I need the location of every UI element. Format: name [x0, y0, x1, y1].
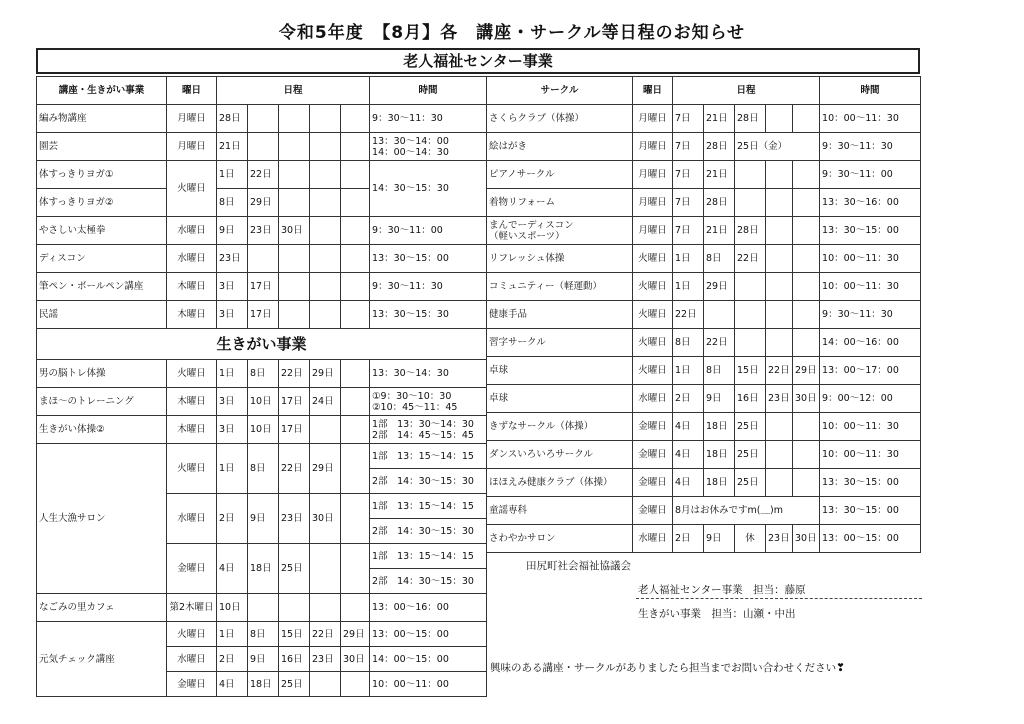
course-name: 体すっきりヨガ②: [37, 189, 167, 217]
circle-name: 着物リフォーム: [487, 189, 633, 217]
time-cell: [370, 388, 487, 416]
page-title: 令和5年度 【8月】各 講座・サークル等日程のお知らせ: [278, 23, 746, 43]
table-row: [37, 360, 487, 388]
date-cell: 2日: [217, 647, 248, 672]
circle-name: [487, 217, 633, 245]
time-cell: 14：30〜15：30: [370, 161, 487, 217]
name-line: まんでーディスコン: [489, 219, 574, 231]
course-name: 民謡: [37, 301, 167, 329]
date-cell: 22日: [673, 301, 704, 329]
course-name: 筆ペン・ボールペン講座: [37, 273, 167, 301]
day-cell: 金曜日: [167, 672, 217, 697]
time-cell: 13：30〜15：00: [820, 497, 921, 525]
date-cell: 1日: [217, 161, 248, 189]
date-cell: 28日: [704, 133, 735, 161]
date-cell: 9日: [248, 647, 279, 672]
header-time: 時間: [820, 77, 921, 105]
day-cell: 火曜日: [167, 444, 217, 494]
table-row: [487, 105, 921, 133]
table-row: [487, 329, 921, 357]
date-cell: 29日: [704, 273, 735, 301]
date-cell: 18日: [704, 469, 735, 497]
table-row: [487, 413, 921, 441]
course-name: 元気チェック講座: [37, 622, 167, 697]
time-cell: 1部 13：15〜14：15: [370, 444, 487, 469]
date-cell: 23日: [217, 245, 248, 273]
date-cell: 9日: [248, 494, 279, 544]
day-cell: 水曜日: [167, 217, 217, 245]
time-cell: 9：30〜11：00: [370, 217, 487, 245]
date-cell: 15日: [735, 357, 766, 385]
time-cell: [370, 133, 487, 161]
date-cell: 23日: [248, 217, 279, 245]
date-cell: 8日: [673, 329, 704, 357]
table-row: [487, 273, 921, 301]
date-cell: 7日: [673, 161, 704, 189]
day-cell: 火曜日: [633, 273, 673, 301]
date-cell: 22日: [248, 161, 279, 189]
circle-name: さわやかサロン: [487, 525, 633, 553]
table-row: [37, 388, 487, 416]
date-cell: 28日: [735, 105, 766, 133]
date-cell: 22日: [279, 360, 310, 388]
date-cell: 17日: [279, 416, 310, 444]
table-row: [37, 133, 487, 161]
date-cell: 8日: [704, 245, 735, 273]
day-cell: 火曜日: [633, 329, 673, 357]
day-cell: 金曜日: [633, 413, 673, 441]
day-cell: 木曜日: [167, 273, 217, 301]
date-cell: 1日: [673, 245, 704, 273]
day-cell: 水曜日: [167, 647, 217, 672]
date-cell: 7日: [673, 133, 704, 161]
day-cell: 金曜日: [633, 469, 673, 497]
time-cell: 10：00〜11：00: [370, 672, 487, 697]
date-cell: 3日: [217, 301, 248, 329]
date-cell: 2日: [673, 525, 704, 553]
divider: [636, 598, 922, 599]
table-row: [487, 385, 921, 413]
date-cell: 4日: [217, 544, 248, 594]
date-cell: 4日: [673, 441, 704, 469]
course-name: なごみの里カフェ: [37, 594, 167, 622]
table-row: [37, 273, 487, 301]
date-cell: 8日: [217, 189, 248, 217]
date-cell: 25日: [735, 469, 766, 497]
date-cell: 28日: [704, 189, 735, 217]
header-day: 曜日: [167, 77, 217, 105]
day-cell: 火曜日: [167, 360, 217, 388]
date-cell: 17日: [248, 273, 279, 301]
circle-name: ピアノサークル: [487, 161, 633, 189]
date-cell: 28日: [735, 217, 766, 245]
time-cell: 13：00〜17：00: [820, 357, 921, 385]
date-cell: 28日: [217, 105, 248, 133]
table-header: [487, 77, 921, 105]
time-line: 1部 13：30〜14：30: [372, 418, 474, 430]
date-cell: 29日: [793, 357, 820, 385]
day-cell: 火曜日: [167, 161, 217, 217]
date-cell: 8日: [704, 357, 735, 385]
date-cell: 23日: [279, 494, 310, 544]
time-cell: 9：30〜11：30: [370, 273, 487, 301]
date-cell: 1日: [673, 357, 704, 385]
circle-name: ダンスいろいろサークル: [487, 441, 633, 469]
time-cell: 10：00〜11：30: [820, 105, 921, 133]
date-cell: 2日: [673, 385, 704, 413]
date-cell: 23日: [766, 525, 793, 553]
time-line: ②10：45〜11：45: [372, 401, 458, 413]
table-row: [487, 133, 921, 161]
table-row: [37, 245, 487, 273]
table-row: [487, 497, 921, 525]
date-cell: 9日: [704, 385, 735, 413]
date-cell: 25日: [279, 544, 310, 594]
date-cell: 30日: [310, 494, 341, 544]
day-cell: 火曜日: [633, 357, 673, 385]
table-row: [487, 525, 921, 553]
day-cell: 水曜日: [167, 494, 217, 544]
time-cell: 13：30〜16：00: [820, 189, 921, 217]
time-cell: 10：00〜11：30: [820, 273, 921, 301]
date-cell: 4日: [217, 672, 248, 697]
date-cell: 10日: [248, 388, 279, 416]
date-cell: 21日: [704, 161, 735, 189]
day-cell: 月曜日: [633, 161, 673, 189]
contact-senior: 老人福祉センター事業 担当：藤原: [638, 584, 806, 596]
header-name: 講座・生きがい事業: [37, 77, 167, 105]
day-cell: 水曜日: [633, 385, 673, 413]
circle-name: リフレッシュ体操: [487, 245, 633, 273]
section-header: [37, 329, 487, 360]
date-cell: 1日: [217, 360, 248, 388]
table-row: [37, 594, 487, 622]
time-line: 2部 14：45〜15：45: [372, 429, 474, 441]
date-cell: 23日: [310, 647, 341, 672]
date-cell: 17日: [279, 388, 310, 416]
time-cell: 10：00〜11：30: [820, 441, 921, 469]
date-cell: 21日: [217, 133, 248, 161]
course-name: 体すっきりヨガ①: [37, 161, 167, 189]
date-cell: 29日: [310, 360, 341, 388]
date-cell: 22日: [279, 444, 310, 494]
time-cell: 13：30〜14：30: [370, 360, 487, 388]
date-cell: 25日: [735, 413, 766, 441]
date-cell: 8日: [248, 360, 279, 388]
circle-name: 童謡専科: [487, 497, 633, 525]
course-name: 生きがい体操②: [37, 416, 167, 444]
day-cell: 月曜日: [633, 217, 673, 245]
table-row: [487, 357, 921, 385]
table-header: [37, 77, 487, 105]
contact-ikigai: 生きがい事業 担当：山瀬・中出: [638, 608, 796, 620]
time-cell: 14：00〜15：00: [370, 647, 487, 672]
table-row: [37, 161, 487, 189]
date-cell: 7日: [673, 105, 704, 133]
time-cell: 9：30〜11：30: [820, 133, 921, 161]
date-cell: 7日: [673, 189, 704, 217]
course-name: まほ〜のトレーニング: [37, 388, 167, 416]
table-row: [487, 469, 921, 497]
circle-name: コミュニティー（軽運動）: [487, 273, 633, 301]
date-cell: 3日: [217, 388, 248, 416]
date-cell: 23日: [766, 385, 793, 413]
banner: 老人福祉センター事業: [36, 48, 920, 74]
course-name: 男の脳トレ体操: [37, 360, 167, 388]
date-cell: 休: [735, 525, 766, 553]
date-cell: 30日: [793, 385, 820, 413]
circle-name: 卓球: [487, 385, 633, 413]
date-cell: 9日: [704, 525, 735, 553]
table-row: [487, 301, 921, 329]
time-cell: 2部 14：30〜15：30: [370, 569, 487, 594]
date-cell: 3日: [217, 416, 248, 444]
time-cell: 9：00〜12：00: [820, 385, 921, 413]
day-cell: 月曜日: [633, 189, 673, 217]
header-schedule: 日程: [217, 77, 370, 105]
table-row: [37, 217, 487, 245]
day-cell: 火曜日: [633, 245, 673, 273]
circle-rows: [487, 105, 921, 553]
date-cell: 22日: [310, 622, 341, 647]
date-cell: 10日: [248, 416, 279, 444]
course-name: 編み物講座: [37, 105, 167, 133]
time-cell: 13：00〜16：00: [370, 594, 487, 622]
day-cell: 木曜日: [167, 301, 217, 329]
day-cell: 木曜日: [167, 388, 217, 416]
header-name: サークル: [487, 77, 633, 105]
date-cell: 1日: [673, 273, 704, 301]
date-cell: 24日: [310, 388, 341, 416]
day-cell: 月曜日: [633, 105, 673, 133]
table-row: [37, 416, 487, 444]
date-cell: 18日: [704, 441, 735, 469]
date-cell: 7日: [673, 217, 704, 245]
note-cell: 8月はお休みですm(＿)m: [673, 497, 820, 525]
date-cell: 1日: [217, 444, 248, 494]
date-cell: 25日: [735, 441, 766, 469]
table-row: [487, 189, 921, 217]
time-cell: 13：30〜15：30: [370, 301, 487, 329]
day-cell: 月曜日: [167, 105, 217, 133]
header-day: 曜日: [633, 77, 673, 105]
time-cell: 9：30〜11：30: [820, 301, 921, 329]
circle-name: 卓球: [487, 357, 633, 385]
date-cell: 30日: [279, 217, 310, 245]
table-row: [37, 622, 487, 647]
time-cell: 10：00〜11：30: [820, 413, 921, 441]
time-cell: 2部 14：30〜15：30: [370, 469, 487, 494]
date-cell: 16日: [279, 647, 310, 672]
table-row: [487, 441, 921, 469]
table-row: [487, 245, 921, 273]
time-cell: 13：30〜15：00: [820, 469, 921, 497]
date-cell: 18日: [248, 672, 279, 697]
time-cell: 13：30〜15：00: [820, 217, 921, 245]
day-cell: 水曜日: [167, 245, 217, 273]
day-cell: 月曜日: [167, 133, 217, 161]
date-cell: 21日: [704, 217, 735, 245]
time-line: 14：00〜14：30: [372, 146, 449, 158]
time-cell: 2部 14：30〜15：30: [370, 519, 487, 544]
date-cell: 4日: [673, 469, 704, 497]
circle-schedule-table: [486, 76, 921, 553]
date-cell: 29日: [341, 622, 370, 647]
date-cell: 29日: [310, 444, 341, 494]
time-cell: 9：30〜11：30: [370, 105, 487, 133]
time-line: 13：30〜14：00: [372, 135, 449, 147]
course-name: やさしい太極拳: [37, 217, 167, 245]
day-cell: 水曜日: [633, 525, 673, 553]
date-cell: 25日: [279, 672, 310, 697]
table-row: [37, 301, 487, 329]
date-cell: 8日: [248, 444, 279, 494]
date-cell: 29日: [248, 189, 279, 217]
circle-name: 習字サークル: [487, 329, 633, 357]
organization-name: 田尻町社会福祉協議会: [526, 560, 631, 572]
circle-name: 健康手品: [487, 301, 633, 329]
date-cell: 22日: [735, 245, 766, 273]
time-cell: 10：00〜11：30: [820, 245, 921, 273]
date-cell: 21日: [704, 105, 735, 133]
day-cell: 火曜日: [633, 301, 673, 329]
date-cell: 4日: [673, 413, 704, 441]
time-cell: 1部 13：15〜14：15: [370, 494, 487, 519]
day-cell: 第2木曜日: [167, 594, 217, 622]
circle-name: 絵はがき: [487, 133, 633, 161]
table-row: [37, 105, 487, 133]
time-cell: 9：30〜11：00: [820, 161, 921, 189]
day-cell: 月曜日: [633, 133, 673, 161]
date-cell: 30日: [793, 525, 820, 553]
date-cell: 15日: [279, 622, 310, 647]
header-time: 時間: [370, 77, 487, 105]
circle-name: さくらクラブ（体操）: [487, 105, 633, 133]
day-cell: 金曜日: [167, 544, 217, 594]
left-schedule-table: [36, 76, 487, 697]
date-cell: 8日: [248, 622, 279, 647]
time-cell: 1部 13：15〜14：15: [370, 544, 487, 569]
date-cell: 3日: [217, 273, 248, 301]
date-cell: 18日: [248, 544, 279, 594]
circle-name: きずなサークル（体操）: [487, 413, 633, 441]
date-cell: 16日: [735, 385, 766, 413]
date-cell: 17日: [248, 301, 279, 329]
time-cell: 13：00〜15：00: [370, 622, 487, 647]
time-cell: [370, 416, 487, 444]
date-cell: 2日: [217, 494, 248, 544]
time-line: ①9：30〜10：30: [372, 390, 452, 402]
table-row: [487, 217, 921, 245]
date-cell: 1日: [217, 622, 248, 647]
footer-message: 興味のある講座・サークルがありましたら担当までお問い合わせください❣: [490, 662, 845, 674]
day-cell: 火曜日: [167, 622, 217, 647]
table-row: [487, 161, 921, 189]
day-cell: 金曜日: [633, 497, 673, 525]
date-cell: 9日: [217, 217, 248, 245]
ikigai-title: 生きがい事業: [37, 329, 487, 360]
name-line: （軽いスポーツ）: [489, 230, 565, 242]
circle-name: ほほえみ健康クラブ（体操）: [487, 469, 633, 497]
header-schedule: 日程: [673, 77, 820, 105]
course-name: ディスコン: [37, 245, 167, 273]
date-cell: 22日: [766, 357, 793, 385]
day-cell: 金曜日: [633, 441, 673, 469]
time-cell: 13：00〜15：00: [820, 525, 921, 553]
table-row: [37, 444, 487, 469]
date-cell: 30日: [341, 647, 370, 672]
date-cell: 22日: [704, 329, 735, 357]
course-name: 園芸: [37, 133, 167, 161]
date-cell: 10日: [217, 594, 248, 622]
day-cell: 木曜日: [167, 416, 217, 444]
course-name: 人生大漁サロン: [37, 444, 167, 594]
date-cell: 25日（金）: [735, 133, 820, 161]
date-cell: 18日: [704, 413, 735, 441]
time-cell: 14：00〜16：00: [820, 329, 921, 357]
time-cell: 13：30〜15：00: [370, 245, 487, 273]
